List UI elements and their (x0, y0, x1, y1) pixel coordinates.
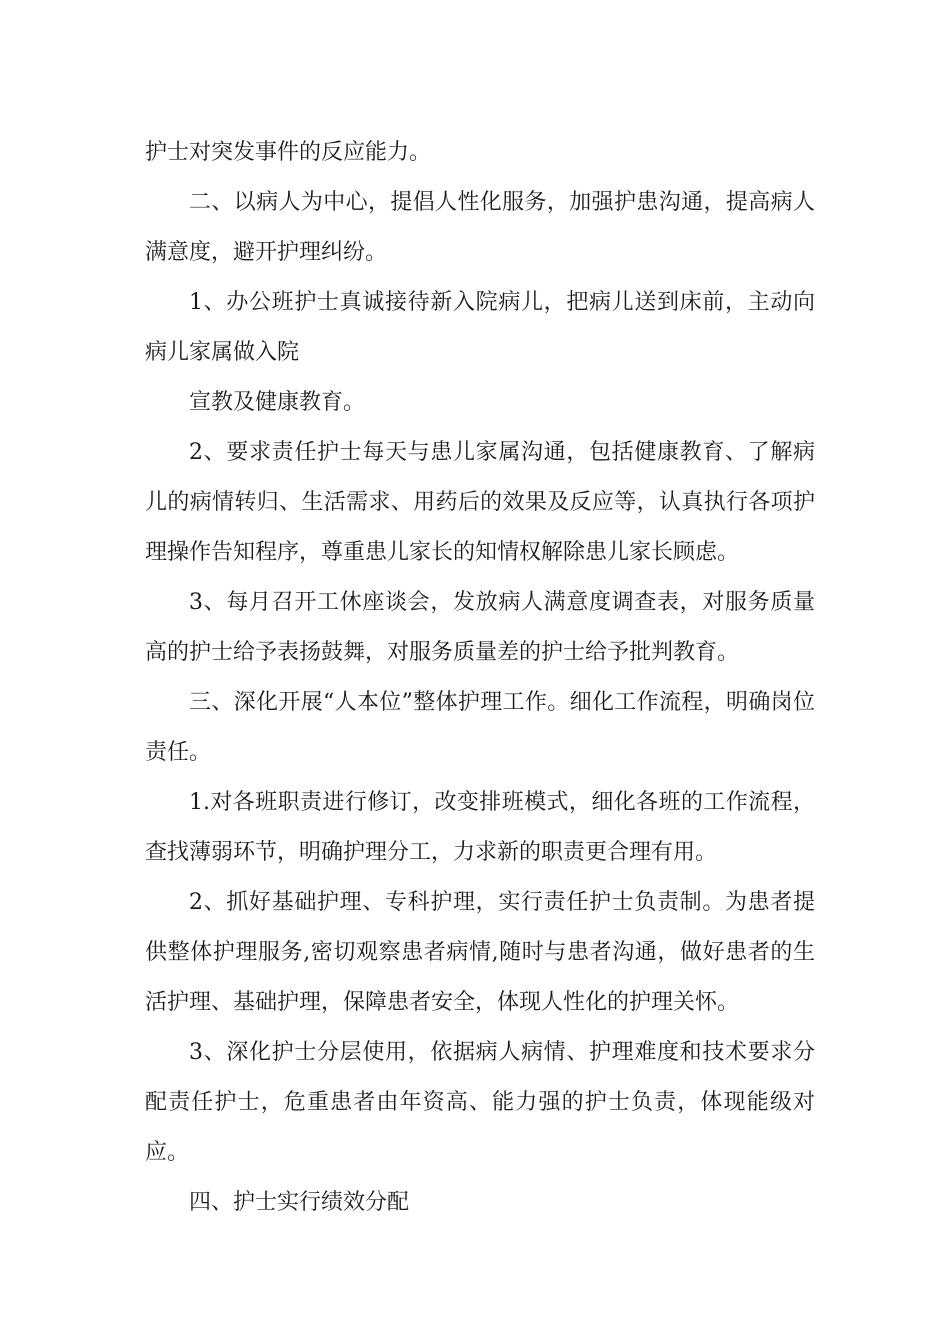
paragraph-11: 四、护士实行绩效分配 (189, 1190, 410, 1215)
document-body (145, 128, 815, 1228)
paragraph-5: 2、要求责任护士每天与患儿家属沟通，包括健康教育、了解病儿的病情转归、生活需求、用药后的效果及反应等，认真执行各项护理操作告知程序，尊重患儿家长的知情权解除患儿家长顾虑。 (145, 440, 815, 565)
paragraph-1: 护士对突发事件的反应能力。 (145, 140, 432, 165)
paragraph-10: 3、深化护士分层使用，依据病人病情、护理难度和技术要求分配责任护士，危重患者由年资高、能力强的护士负责，体现能级对应。 (145, 1040, 815, 1165)
paragraph-8: 1.对各班职责进行修订，改变排班模式，细化各班的工作流程，查找薄弱环节，明确护理分工，力求新的职责更合理有用。 (145, 790, 815, 865)
paragraph-6: 3、每月召开工休座谈会，发放病人满意度调查表，对服务质量高的护士给予表扬鼓舞，对服务质量差的护士给予批判教育。 (145, 590, 815, 665)
paragraph-7: 三、深化开展“人本位”整体护理工作。细化工作流程，明确岗位责任。 (145, 690, 815, 765)
paragraph-9: 2、抓好基础护理、专科护理，实行责任护士负责制。为患者提供整体护理服务,密切观察患者病情,随时与患者沟通，做好患者的生活护理、基础护理，保障患者安全，体现人性化的护理关怀。 (145, 890, 815, 1015)
paragraph-2: 二、以病人为中心，提倡人性化服务，加强护患沟通，提高病人满意度，避开护理纠纷。 (145, 190, 815, 265)
paragraph-3: 1、办公班护士真诚接待新入院病儿，把病儿送到床前，主动向病儿家属做入院 (145, 290, 815, 365)
paragraph-4: 宣教及健康教育。 (189, 390, 366, 415)
